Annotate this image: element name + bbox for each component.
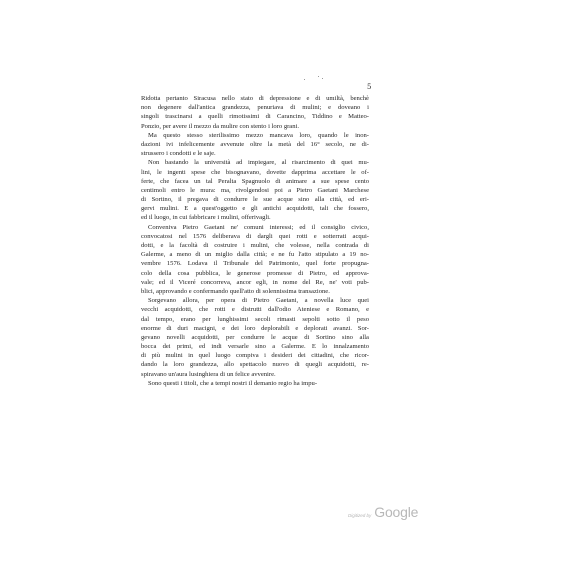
text-line: convocatosi nel 1576 deliberava di dargli quei rotti e sotterrati acqui- (141, 232, 369, 240)
text-line: gervi mulini. E a quest'oggetto e gli antichi acquidotti, tali che fossero, (141, 205, 369, 213)
text-line: colo della cosa pubblica, le generose promesse di Pietro, ed approva- (141, 269, 369, 277)
text-line: ferte, che facea un tal Peralta Spagnuolo di animare a sue spese cento (141, 177, 369, 185)
text-line: di Sortino, il pregava di condurre le sue acque sino alla città, ed eri- (141, 196, 369, 204)
text-line: ed il luogo, in cui fabbricare i mulini, offerivagli. (141, 214, 271, 222)
text-line: gevano novelli acquidotti, per condurre le acque di Sortino sino alla (141, 333, 369, 341)
google-logo: Google (374, 504, 419, 520)
ink-speck (304, 79, 305, 80)
text-line: dal tempo, erano per lunghissimi secoli rimasti sepolti sotto il peso (141, 315, 369, 323)
text-line: dazioni ivi infelicemente avvenute oltre la metà del 16° secolo, ne di- (141, 140, 369, 148)
text-line: dando la loro grandezza, allo spettacolo nuovo di quegli acquidotti, re- (141, 361, 369, 369)
text-line: centimoli entro le mura: ma, rivolgendosi poi a Pietro Gaetani Marchese (141, 186, 369, 194)
text-line: Ma questo stesso sterilissimo mezzo mancava loro, quando le inon- (148, 131, 369, 139)
digitization-watermark (348, 504, 418, 520)
text-line: spiravano un'aura lusinghiera di un felice avvenire. (141, 370, 276, 378)
ink-speck (322, 78, 323, 79)
ink-speck (318, 76, 319, 77)
text-line: enorme di duri macigni, e dei loro deplorabili e deplorati avanzi. Sor- (141, 324, 369, 332)
text-line: Non bastando la università ad impiegare, al risarcimento di quei mu- (148, 159, 369, 167)
text-line: bocca dei primi, ed indi versarle sino a Galerme. E lo innalzamento (141, 343, 369, 351)
text-line: Galerme, a meno di un miglio dalla città; e ne fu l'atto stipulato a 19 no- (141, 251, 369, 259)
text-line: blici, approvando e confermando quell'atto di solennissima transazione. (141, 287, 330, 295)
text-line: di più mulini in quel luogo compiva i desideri dei cittadini, che ricor- (141, 352, 369, 360)
text-line: singoli trascinarsi a quelli rimotissimi di Carancino, Tiddino e Matteo- (141, 113, 369, 121)
text-line: lini, le ingenti spese che bisognavano, dovette dapprima accettare le of- (141, 168, 369, 176)
text-line: vecchi acquidotti, che rotti e distrutti dall'odio Ateniese e Romano, e (141, 306, 369, 314)
text-line: vale; ed il Viceré concorreva, ancor egli, in nome del Re, ne' voti pub- (141, 278, 369, 286)
text-line: dotti, e la facoltà di costruire i mulini, che volesse, nella contrada di (141, 242, 369, 249)
text-line: strussero i condotti e le saje. (141, 150, 216, 158)
body-text (141, 94, 369, 388)
text-line: vembre 1576. Lodava il Tribunale del Patrimonio, quel forte propugna- (141, 260, 369, 268)
text-line: non degenere dall'antica grandezza, penuriava di mulini; e doveano i (141, 104, 369, 112)
watermark-prefix: Digitized by (348, 513, 372, 518)
text-line: Ponzio, per avere il mezzo da mulire con stento i loro grani. (141, 122, 300, 130)
text-line: Sono questi i titoli, che a tempi nostri il demanio regio ha impu- (148, 379, 318, 387)
text-line: Sorgevano allora, per opera di Pietro Gaetani, a novella luce quei (148, 297, 369, 305)
text-line: Ridotta pertanto Siracusa nello stato di depressione e di umiltà, benchè (141, 95, 369, 102)
text-line: Conveniva Pietro Gaetani ne' comuni interessi; ed il consiglio civico, (148, 223, 369, 231)
page-number: 5 (367, 83, 372, 91)
